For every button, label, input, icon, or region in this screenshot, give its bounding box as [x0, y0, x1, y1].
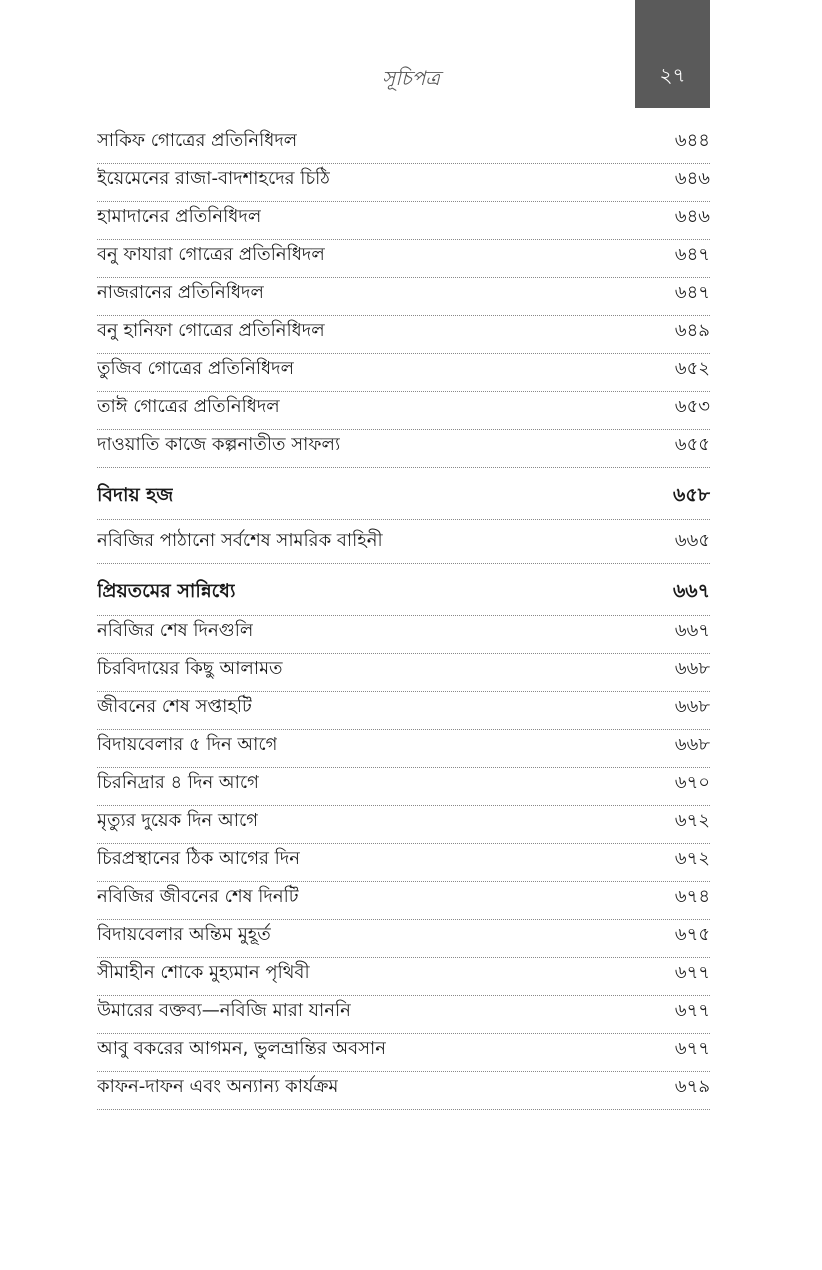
toc-entry-title: নবিজির জীবনের শেষ দিনটি: [97, 886, 299, 907]
toc-entry: [97, 164, 710, 202]
toc-entry-title: বিদায়বেলার ৫ দিন আগে: [97, 734, 278, 755]
toc-entry: [97, 522, 710, 564]
toc-entry-title: ইয়েমেনের রাজা-বাদশাহদের চিঠি: [97, 168, 330, 189]
page-number: ২৭: [659, 63, 686, 87]
toc-entry-page: ৬৭৭: [674, 1038, 710, 1059]
toc-entry: [97, 278, 710, 316]
toc-entry-page: ৬৭৫: [674, 924, 710, 945]
running-title: সূচিপত্র: [382, 66, 440, 90]
toc-entry-title: চিরপ্রস্থানের ঠিক আগের দিন: [97, 848, 301, 869]
toc-entry: [97, 1072, 710, 1110]
toc-entry-title: সীমাহীন শোকে মুহ্যমান পৃথিবী: [97, 962, 310, 983]
toc-entry-page: ৬৫৫: [674, 434, 710, 455]
toc-entry-page: ৬৬৭: [672, 580, 710, 602]
toc-entry-title: বিদায় হজ: [97, 484, 174, 506]
toc-entry-title: দাওয়াতি কাজে কল্পনাতীত সাফল্য: [97, 434, 341, 455]
toc-entry-page: ৬৭৯: [674, 1076, 710, 1097]
toc-entry-page: ৬৪৭: [674, 282, 710, 303]
toc-entry: [97, 692, 710, 730]
toc-entry-page: ৬৪৯: [674, 320, 710, 341]
toc-entry-page: ৬৭২: [674, 848, 710, 869]
toc-entry-title: তাঈ গোত্রের প্রতিনিধিদল: [97, 396, 280, 417]
toc-entry: [97, 844, 710, 882]
toc-entry: [97, 654, 710, 692]
toc-entry-page: ৬৫৩: [674, 396, 710, 417]
toc-entry-title: বিদায়বেলার অন্তিম মুহূর্ত: [97, 924, 271, 945]
toc-entry-page: ৬৫২: [674, 358, 710, 379]
toc-entry-title: মৃত্যুর দুয়েক দিন আগে: [97, 810, 259, 831]
toc-entry-page: ৬৬৫: [674, 530, 710, 551]
toc-entry: [97, 354, 710, 392]
toc-entry-title: বনু ফাযারা গোত্রের প্রতিনিধিদল: [97, 244, 325, 265]
toc-entry-page: ৬৬৮: [674, 658, 710, 679]
toc-entry-page: ৬৭২: [674, 810, 710, 831]
toc-entry-page: ৬৬৭: [674, 620, 710, 641]
toc-entry-title: সাকিফ গোত্রের প্রতিনিধিদল: [97, 130, 298, 151]
toc-entry: [97, 392, 710, 430]
table-of-contents: [97, 126, 710, 1110]
toc-entry: [97, 882, 710, 920]
toc-entry-page: ৬৬৮: [674, 696, 710, 717]
toc-entry: [97, 316, 710, 354]
toc-entry-page: ৬৪৭: [674, 244, 710, 265]
toc-entry-title: কাফন-দাফন এবং অন্যান্য কার্যক্রম: [97, 1076, 339, 1097]
toc-entry: [97, 958, 710, 996]
toc-entry-page: ৬৬৮: [674, 734, 710, 755]
toc-entry: [97, 730, 710, 768]
toc-entry-page: ৬৫৮: [672, 484, 710, 506]
toc-entry-page: ৬৭৭: [674, 1000, 710, 1021]
toc-entry: [97, 920, 710, 958]
toc-entry: [97, 806, 710, 844]
toc-entry: [97, 202, 710, 240]
toc-entry: [97, 126, 710, 164]
toc-entry: [97, 240, 710, 278]
toc-entry-title: চিরনিদ্রার ৪ দিন আগে: [97, 772, 259, 793]
toc-entry-page: ৬৭০: [674, 772, 710, 793]
toc-entry-page: ৬৭৭: [674, 962, 710, 983]
toc-entry: [97, 430, 710, 468]
toc-entry: [97, 996, 710, 1034]
toc-entry: [97, 768, 710, 806]
toc-entry-title: নবিজির শেষ দিনগুলি: [97, 620, 254, 641]
toc-entry-title: উমারের বক্তব্য—নবিজি মারা যাননি: [97, 1000, 351, 1021]
toc-entry-title: নবিজির পাঠানো সর্বশেষ সামরিক বাহিনী: [97, 530, 383, 551]
toc-entry-title: জীবনের শেষ সপ্তাহটি: [97, 696, 252, 717]
toc-entry: [97, 1034, 710, 1072]
toc-entry: [97, 616, 710, 654]
toc-entry-title: তুজিব গোত্রের প্রতিনিধিদল: [97, 358, 294, 379]
toc-entry-title: আবু বকরের আগমন, ভুলভ্রান্তির অবসান: [97, 1038, 386, 1059]
toc-section-heading: [97, 478, 710, 520]
toc-entry-title: হামাদানের প্রতিনিধিদল: [97, 206, 262, 227]
toc-entry-page: ৬৪৪: [674, 130, 710, 151]
toc-entry-title: প্রিয়তমের সান্নিধ্যে: [97, 580, 236, 602]
toc-section-heading: [97, 574, 710, 616]
toc-entry-page: ৬৭৪: [674, 886, 710, 907]
toc-entry-title: চিরবিদায়ের কিছু আলামত: [97, 658, 283, 679]
toc-entry-title: নাজরানের প্রতিনিধিদল: [97, 282, 264, 303]
toc-entry-title: বনু হানিফা গোত্রের প্রতিনিধিদল: [97, 320, 325, 341]
toc-entry-page: ৬৪৬: [674, 168, 710, 189]
toc-entry-page: ৬৪৬: [674, 206, 710, 227]
